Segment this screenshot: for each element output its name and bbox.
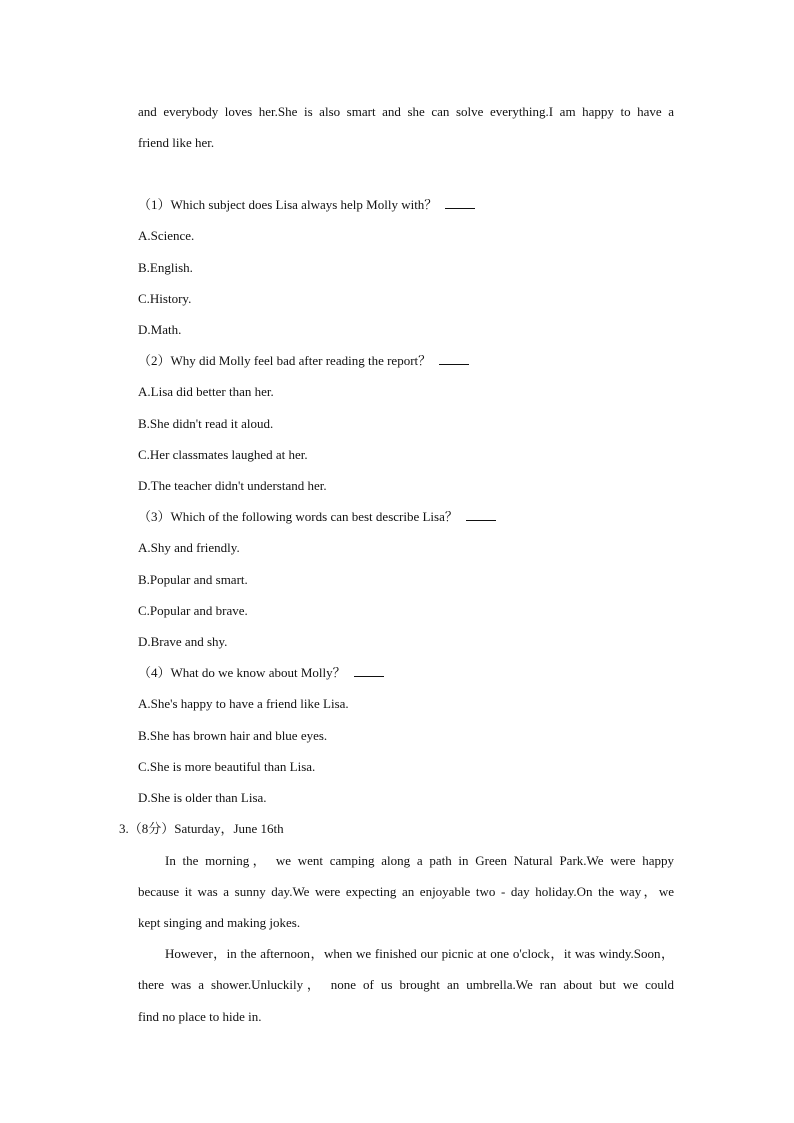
- option: B.She didn't read it aloud.: [138, 416, 274, 431]
- paragraph-line: there was a shower.Unluckily， none of us brought an umbrella.We ran about but we could: [138, 977, 674, 992]
- answer-blank: [445, 197, 475, 209]
- option: C.History.: [138, 291, 192, 306]
- paragraph-line: kept singing and making jokes.: [138, 915, 301, 930]
- option: A.Science.: [138, 228, 195, 243]
- paragraph-line: In the morning， we went camping along a path in Green Natural Park.We were happy: [165, 853, 674, 868]
- option: D.She is older than Lisa.: [138, 790, 267, 805]
- answer-blank: [466, 509, 496, 521]
- option: C.She is more beautiful than Lisa.: [138, 759, 316, 774]
- question-4: [138, 665, 384, 681]
- paragraph-line: However，in the afternoon，when we finished our picnic at one o'clock，it was windy.Soon，: [165, 946, 674, 961]
- question-3: [138, 509, 496, 525]
- passage-line: friend like her.: [138, 135, 215, 150]
- option: B.English.: [138, 260, 193, 275]
- option: D.Brave and shy.: [138, 634, 228, 649]
- option: C.Her classmates laughed at her.: [138, 447, 308, 462]
- question-stem: （4）What do we know about Molly？: [138, 665, 346, 680]
- question-stem: （3）Which of the following words can best describe Lisa？: [138, 509, 458, 524]
- section-heading: 3.（8分）Saturday，June 16th: [119, 821, 284, 836]
- answer-blank: [354, 665, 384, 677]
- question-stem: （2）Why did Molly feel bad after reading the report？: [138, 353, 432, 368]
- passage-line: and everybody loves her.She is also smart and she can solve everything.I am happy to have a: [138, 104, 674, 119]
- paragraph-line: find no place to hide in.: [138, 1009, 262, 1024]
- option: A.Shy and friendly.: [138, 540, 240, 555]
- option: D.The teacher didn't understand her.: [138, 478, 327, 493]
- option: D.Math.: [138, 322, 182, 337]
- question-stem: （1）Which subject does Lisa always help Molly with？: [138, 197, 438, 212]
- question-2: [138, 353, 469, 369]
- option: B.Popular and smart.: [138, 572, 248, 587]
- question-1: [138, 197, 475, 213]
- option: C.Popular and brave.: [138, 603, 248, 618]
- option: A.She's happy to have a friend like Lisa.: [138, 696, 349, 711]
- option: A.Lisa did better than her.: [138, 384, 274, 399]
- answer-blank: [439, 353, 469, 365]
- option: B.She has brown hair and blue eyes.: [138, 728, 328, 743]
- paragraph-line: because it was a sunny day.We were expecting an enjoyable two - day holiday.On the way，we: [138, 884, 674, 899]
